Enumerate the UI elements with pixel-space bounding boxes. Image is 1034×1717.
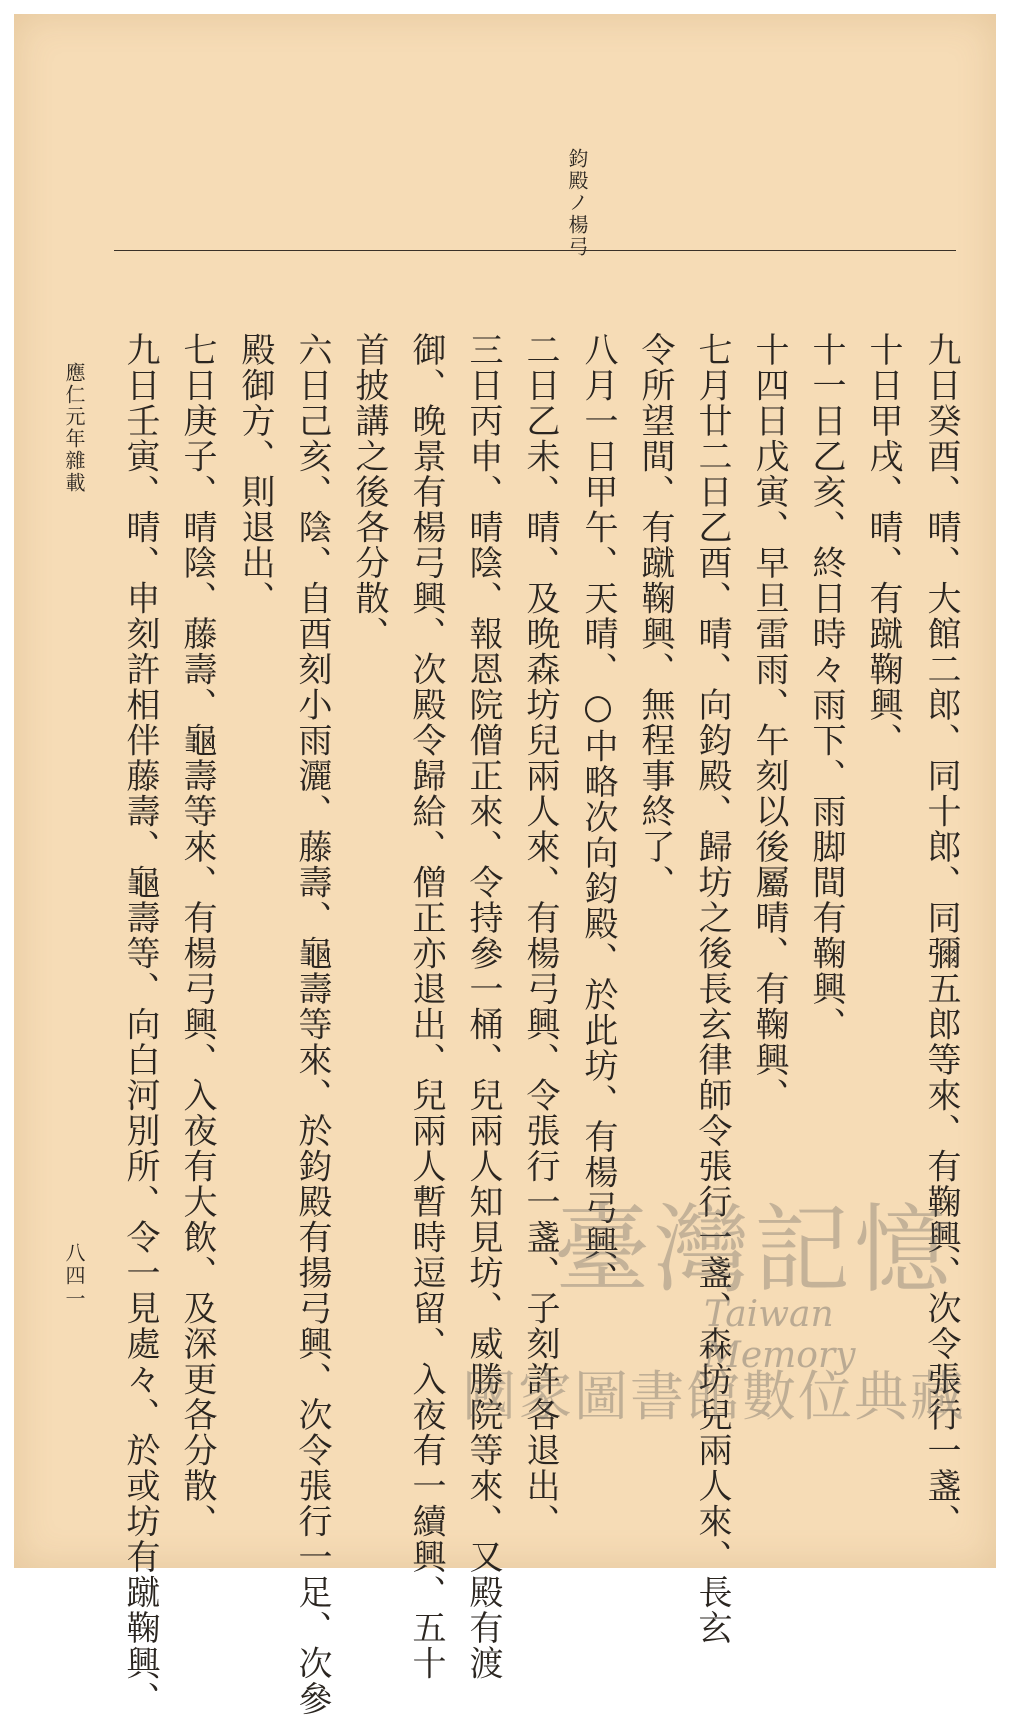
text-column: 九日癸酉、晴、大館二郎、同十郎、同彌五郎等來、有鞠興、次令張行一盞、 — [921, 332, 961, 1539]
running-title: 應仁元年雜載 — [62, 362, 86, 494]
page-number: 八四一 — [62, 1242, 86, 1311]
text-column: 殿御方、則退出、 — [235, 332, 275, 616]
text-column: 十四日戊寅、早旦雷雨、午刻以後屬晴、有鞠興、 — [749, 332, 789, 1113]
text-column: 六日己亥、陰、自酉刻小雨灑、藤壽、龜壽等來、於鈞殿有揚弓興、次令張行一足、次參 — [292, 332, 332, 1717]
watermark-library: 國家圖書館數位典藏 — [462, 1365, 966, 1428]
document-page — [14, 14, 996, 1717]
watermark-chinese: 臺灣記憶 — [554, 1194, 954, 1306]
header-note: 鈞殿ノ楊弓 — [565, 148, 589, 258]
text-column: 首披講之後各分散、 — [349, 332, 389, 652]
text-column: 八月一日甲午、天晴、○中略次向鈞殿、於此坊、有楊弓興、 — [578, 332, 618, 1297]
watermark-english: Taiwan Memory — [704, 1294, 856, 1376]
text-column: 二日乙未、晴、及晚森坊兒兩人來、有楊弓興、令張行一盞、子刻許各退出、 — [520, 332, 560, 1539]
text-column: 七月廿二日乙酉、晴、向鈞殿、歸坊之後長玄律師令張行一盞、森坊兒兩人來、長玄 — [692, 332, 732, 1646]
text-column: 七日庚子、晴陰、藤壽、龜壽等來、有楊弓興、入夜有大飲、及深更各分散、 — [177, 332, 217, 1539]
text-column: 御、晚景有楊弓興、次殿令歸給、僧正亦退出、兒兩人暫時逗留、入夜有一續興、五十 — [406, 332, 446, 1681]
text-column: 十日甲戌、晴、有蹴鞠興、 — [863, 332, 903, 758]
text-column: 令所望間、有蹴鞠興、無程事終了、 — [635, 332, 675, 900]
text-column: 十一日乙亥、終日時々雨下、雨脚間有鞠興、 — [806, 332, 846, 1042]
header-rule — [114, 250, 956, 251]
text-column: 三日丙申、晴陰、報恩院僧正來、令持參一桶、兒兩人知見坊、威勝院等來、又殿有渡 — [463, 332, 503, 1681]
text-column: 九日壬寅、晴、申刻許相伴藤壽、龜壽等、向白河別所、令一見處々、於或坊有蹴鞠興、 — [120, 332, 160, 1717]
